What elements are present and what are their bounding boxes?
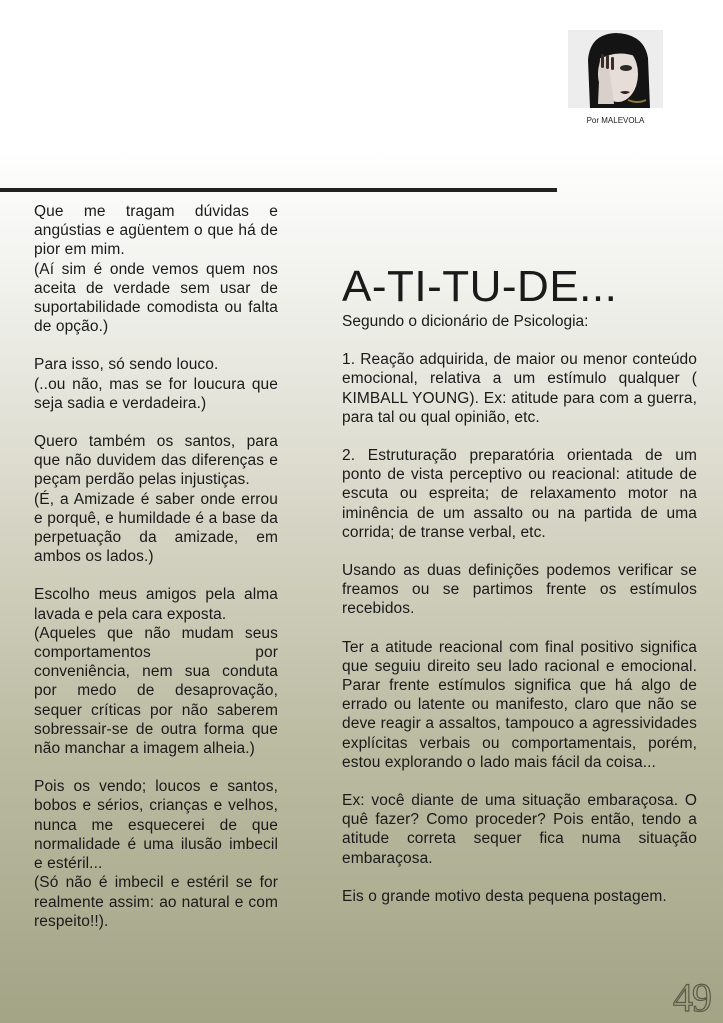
left-column bbox=[34, 202, 278, 931]
left-paragraph: Para isso, só sendo louco. bbox=[34, 356, 219, 374]
left-paragraph: Que me tragam dúvidas e angústias e agüentem o que há de pior em mim. bbox=[34, 203, 278, 259]
left-paragraph: (Só não é imbecil e estéril se for realmente assim: ao natural e com respeito!!). bbox=[34, 874, 278, 930]
left-paragraph: (Aqueles que não mudam seus comportamentos por conveniência, nem sua conduta por medo de desaprovação, sequer críticas por não saberem sobressair-se de outra forma que não manchar a imagem alheia.) bbox=[34, 624, 278, 758]
left-paragraph: (É, a Amizade é saber onde errou e porquê, e humildade é a base da perpetuação da amizade, em ambos os lados.) bbox=[34, 490, 278, 566]
left-paragraph: Escolho meus amigos pela alma lavada e pela cara exposta. bbox=[34, 586, 278, 623]
author-byline: Por MALEVOLA bbox=[586, 116, 645, 125]
right-paragraph: Ex: você diante de uma situação embaraçosa. O quê fazer? Como proceder? Pois então, tendo a atitude correta sequer fica numa situação embaraçosa. bbox=[342, 792, 697, 867]
left-paragraph: (Aí sim é onde vemos quem nos aceita de verdade sem usar de suportabilidade comodista ou falta de opção.) bbox=[34, 260, 278, 336]
right-column bbox=[342, 262, 697, 906]
author-portrait bbox=[568, 30, 663, 108]
horizontal-rule bbox=[0, 188, 557, 192]
page-number: 49 bbox=[673, 975, 711, 1020]
right-paragraph: Eis o grande motivo desta pequena postagem. bbox=[342, 887, 667, 905]
left-paragraph: Quero também os santos, para que não duvidem das diferenças e peçam perdão pelas injustiças. bbox=[34, 433, 278, 489]
left-paragraph: (..ou não, mas se for loucura que seja sadia e verdadeira.) bbox=[34, 375, 278, 412]
right-paragraph: Usando as duas definições podemos verificar se freamos ou se partimos frente os estímulos recebidos. bbox=[342, 562, 697, 618]
right-paragraph: 2. Estruturação preparatória orientada de um ponto de vista perceptivo ou reacional: atitude de escuta ou espreita; de relaxamento motor na iminência de um assalto ou na partida de uma corrida; de transe verbal, etc. bbox=[342, 447, 697, 541]
article-title: A-TI-TU-DE... bbox=[342, 262, 618, 311]
right-paragraph: Ter a atitude reacional com final positivo significa que seguiu direito seu lado racional e emocional. Parar frente estímulos significa que há algo de errado ou latente ou manifesto, claro que não se deve reagir a assaltos, tampouco a agressividades explícitas verbais ou comportamentais, porém, estou explorando o lado mais fácil da coisa... bbox=[342, 638, 697, 771]
article-subtitle: Segundo o dicionário de Psicologia: bbox=[342, 313, 589, 330]
right-paragraph: 1. Reação adquirida, de maior ou menor conteúdo emocional, relativa a um estímulo qualquer ( KIMBALL YOUNG). Ex: atitude para com a guerra, para tal ou qual opinião, etc. bbox=[342, 351, 697, 426]
portrait-image bbox=[568, 30, 663, 108]
left-paragraph: Pois os vendo; loucos e santos, bobos e sérios, crianças e velhos, nunca me esquecerei de que normalidade é uma ilusão imbecil e estéril... bbox=[34, 778, 278, 873]
